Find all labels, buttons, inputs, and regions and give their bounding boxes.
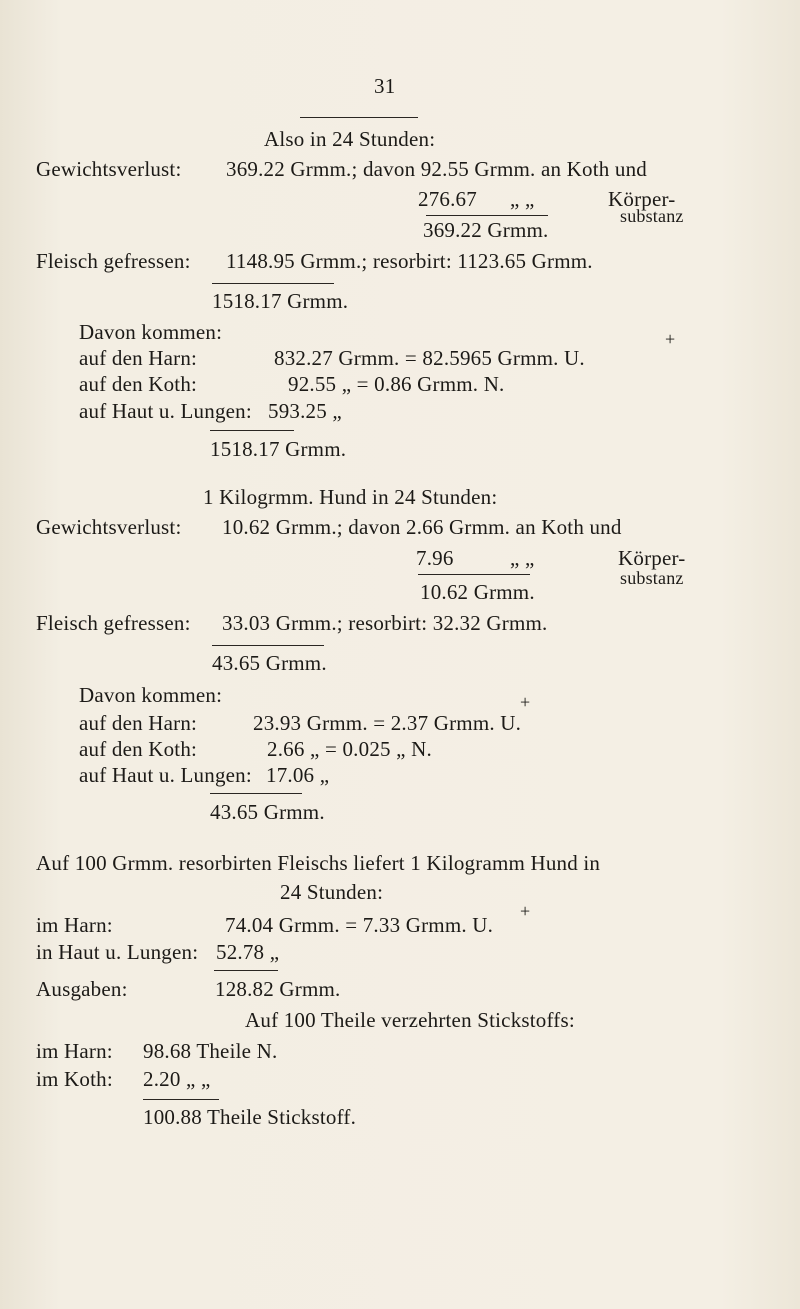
section1-row-value: 593.25 „ — [268, 399, 342, 423]
section1-food-rule — [212, 283, 334, 284]
section4-row-label: im Harn: — [36, 1039, 113, 1063]
section1-sum: 1518.17 Grmm. — [210, 437, 347, 461]
section3-intro-line1: Auf 100 Grmm. resorbirten Fleischs liefert 1 Kilogramm Hund in — [36, 851, 601, 875]
section1-dagger: + — [665, 329, 676, 349]
section2-substanz: substanz — [620, 568, 684, 588]
section4-sum: 100.88 Theile Stickstoff. — [143, 1105, 357, 1129]
section1-row-label: auf den Koth: — [79, 372, 198, 396]
section1-loss-rule — [426, 215, 548, 216]
section4-row-value: 98.68 Theile N. — [143, 1039, 278, 1063]
section1-koerper: Körper- — [608, 187, 676, 211]
section1-row-label: auf Haut u. Lungen: — [79, 399, 252, 423]
page-number: 31 — [374, 74, 396, 98]
section3-ausgaben-label: Ausgaben: — [36, 977, 128, 1001]
section2-loss-rule — [418, 574, 530, 575]
section2-loss-total: 10.62 Grmm. — [420, 580, 535, 604]
section3-row-value: 74.04 Grmm. = 7.33 Grmm. U. — [225, 913, 494, 937]
section2-row-value: 23.93 Grmm. = 2.37 Grmm. U. — [253, 711, 522, 735]
section1-loss-label: Gewichtsverlust: — [36, 157, 182, 181]
section1-row-label: auf den Harn: — [79, 346, 198, 370]
section3-ausgaben-value: 128.82 Grmm. — [215, 977, 341, 1001]
section4-row-label: im Koth: — [36, 1067, 113, 1091]
section2-grand-total: 43.65 Grmm. — [212, 651, 327, 675]
section3-dagger: + — [520, 901, 531, 921]
section1-row-value: 832.27 Grmm. = 82.5965 Grmm. U. — [274, 346, 585, 370]
section4-heading: Auf 100 Theile verzehrten Stickstoffs: — [245, 1008, 575, 1032]
section3-row-label: im Harn: — [36, 913, 113, 937]
section2-row-value: 2.66 „ = 0.025 „ N. — [267, 737, 432, 761]
section2-food-label: Fleisch gefressen: — [36, 611, 191, 635]
section3-row-value: 52.78 „ — [216, 940, 280, 964]
section2-food-text: 33.03 Grmm.; resorbirt: 32.32 Grmm. — [222, 611, 548, 635]
section4-row-value: 2.20 „ „ — [143, 1067, 211, 1091]
section3-intro-line2: 24 Stunden: — [280, 880, 384, 904]
section1-ditto: „ „ — [510, 187, 535, 211]
section1-sum-rule — [210, 430, 294, 431]
section2-loss-label: Gewichtsverlust: — [36, 515, 182, 539]
section1-heading: Also in 24 Stunden: — [264, 127, 436, 151]
section1-food-label: Fleisch gefressen: — [36, 249, 191, 273]
section1-food-text: 1148.95 Grmm.; resorbirt: 1123.65 Grmm. — [226, 249, 593, 273]
section2-koerper: Körper- — [618, 546, 686, 570]
section3-row-label: in Haut u. Lungen: — [36, 940, 199, 964]
section1-substanz: substanz — [620, 206, 684, 226]
section2-row-label: auf den Harn: — [79, 711, 198, 735]
section1-loss-total: 369.22 Grmm. — [423, 218, 549, 242]
section1-body-value: 276.67 — [418, 187, 477, 211]
section3-rule — [214, 970, 278, 971]
section2-body-value: 7.96 — [416, 546, 454, 570]
section2-loss-text: 10.62 Grmm.; davon 2.66 Grmm. an Koth und — [222, 515, 622, 539]
section2-row-label: auf Haut u. Lungen: — [79, 763, 252, 787]
section2-row-label: auf den Koth: — [79, 737, 198, 761]
section1-grand-total: 1518.17 Grmm. — [212, 289, 349, 313]
section2-sum-rule — [210, 793, 302, 794]
section2-food-rule — [212, 645, 324, 646]
section2-sum: 43.65 Grmm. — [210, 800, 325, 824]
section2-heading: 1 Kilogrmm. Hund in 24 Stunden: — [203, 485, 498, 509]
header-rule — [300, 117, 418, 118]
section1-davon: Davon kommen: — [79, 320, 223, 344]
section2-dagger: + — [520, 692, 531, 712]
section4-rule — [143, 1099, 219, 1100]
section1-loss-text: 369.22 Grmm.; davon 92.55 Grmm. an Koth und — [226, 157, 647, 181]
section2-row-value: 17.06 „ — [266, 763, 330, 787]
section2-ditto: „ „ — [510, 546, 535, 570]
section1-row-value: 92.55 „ = 0.86 Grmm. N. — [288, 372, 505, 396]
section2-davon: Davon kommen: — [79, 683, 223, 707]
